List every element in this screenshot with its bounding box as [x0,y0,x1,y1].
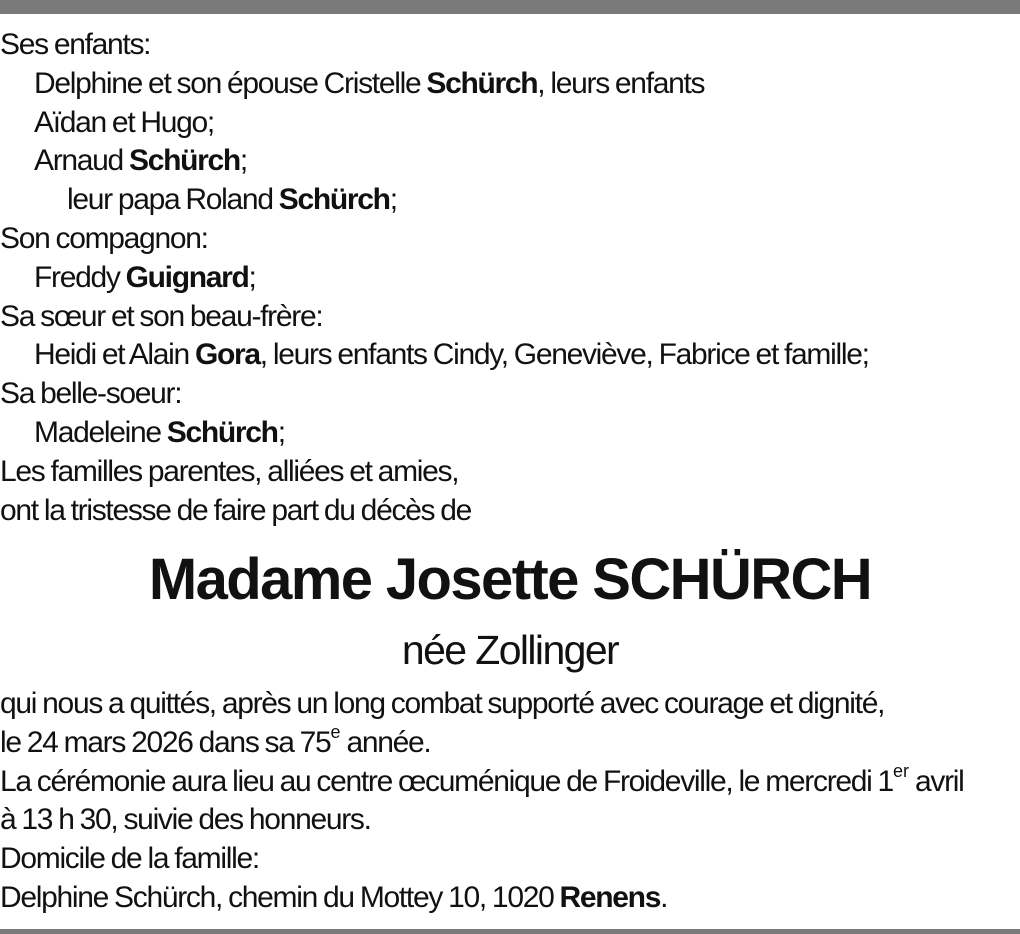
families-line: Les familles parentes, alliées et amies, [0,454,459,488]
sister-heidi: Heidi et Alain Gora, leurs enfants Cindy, Geneviève, Fabrice et famille; [34,338,869,372]
child-arnaud: Arnaud Schürch; [34,144,247,178]
details [0,685,1020,918]
surname: Guignard [125,260,249,294]
surname: Schürch [166,415,278,449]
city: Renens [559,880,661,914]
surname: Schürch [128,144,240,178]
surname: Schürch [426,66,538,100]
sisterinlaw-intro: Sa belle-soeur: [0,377,182,411]
sisterinlaw-madeleine: Madeleine Schürch; [34,415,285,449]
family-list [0,26,1020,530]
companion-intro: Son compagnon: [0,221,208,255]
deceased-name: Madame Josette SCHÜRCH [148,547,872,612]
maiden-name: née Zollinger [401,627,619,673]
ceremony-time-line: à 13 h 30, suivie des honneurs. [0,803,371,837]
passing-line: qui nous a quittés, après un long combat supporté avec courage et dignité, [0,687,885,720]
date-line: le 24 mars 2026 dans sa 75e année. [0,721,431,759]
grandchildren: Aïdan et Hugo; [34,105,214,139]
bottom-rule [0,929,1020,934]
announcement-line: ont la tristesse de faire part du décès de [0,493,472,527]
sister-intro: Sa sœur et son beau-frère: [0,299,323,333]
surname: Gora [194,338,260,372]
papa-roland: leur papa Roland Schürch; [67,183,397,217]
surname: Schürch [278,183,390,217]
domicile-intro: Domicile de la famille: [0,842,259,876]
child-delphine: Delphine et son épouse Cristelle Schürch, leurs enfants [34,66,705,100]
top-rule [0,0,1020,14]
companion-freddy: Freddy Guignard; [34,260,256,294]
children-intro: Ses enfants: [0,28,151,61]
ceremony-line: La cérémonie aura lieu au centre œcuménique de Froideville, le mercredi 1er avril [0,760,964,798]
domicile-address: Delphine Schürch, chemin du Mottey 10, 1020 Renens. [0,880,668,914]
